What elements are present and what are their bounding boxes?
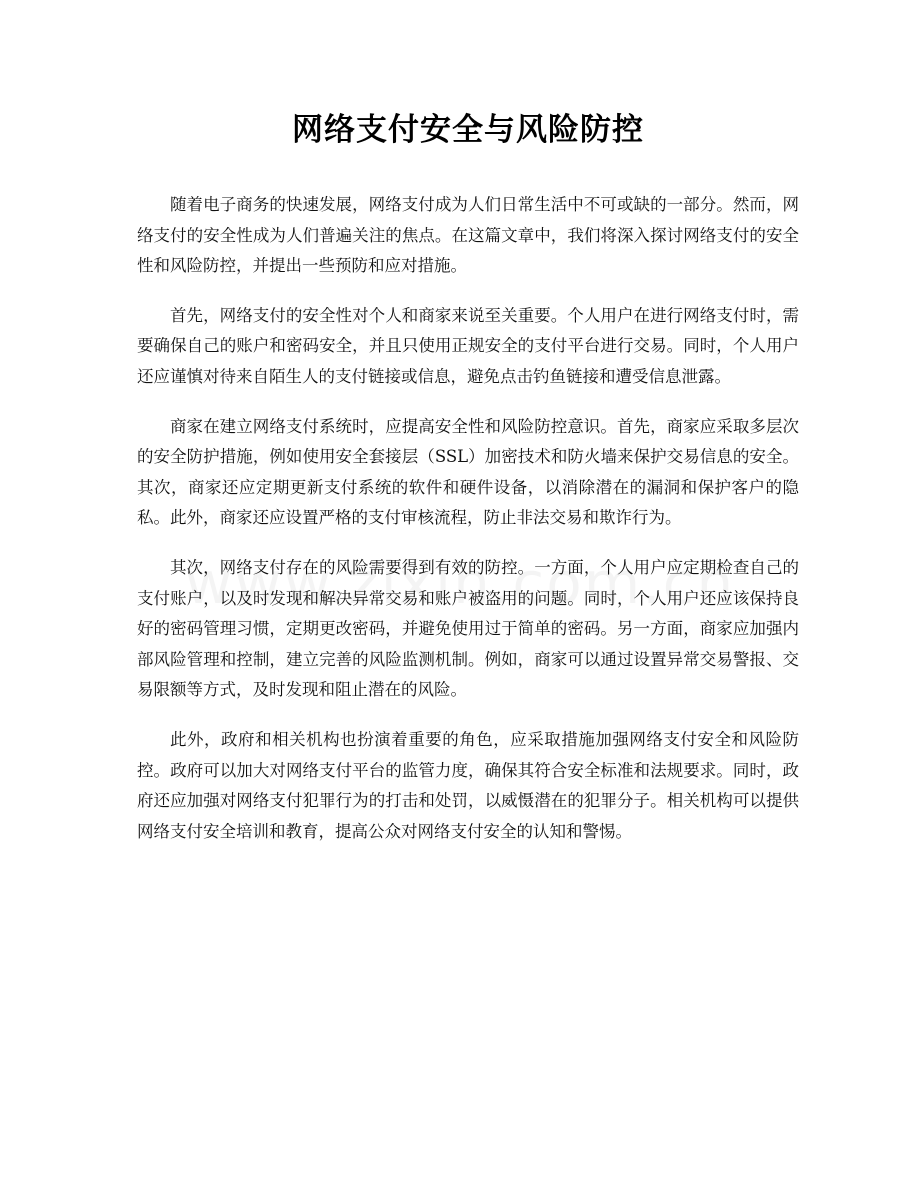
paragraph-1: 随着电子商务的快速发展，网络支付成为人们日常生活中不可或缺的一部分。然而，网络支付的安全性成为人们普遍关注的焦点。在这篇文章中，我们将深入探讨网络支付的安全性和风险防控，并提出一些预防和应对措施。 <box>137 195 799 276</box>
paragraph-2: 首先，网络支付的安全性对个人和商家来说至关重要。个人用户在进行网络支付时，需要确保自己的账户和密码安全，并且只使用正规安全的支付平台进行交易。同时，个人用户还应谨慎对待来自陌生人的支付链接或信息，避免点击钓鱼链接和遭受信息泄露。 <box>137 305 799 386</box>
document-title: 网络支付安全与风险防控 <box>292 112 644 148</box>
paragraph-4: 其次，网络支付存在的风险需要得到有效的防控。一方面，个人用户应定期检查自己的支付账户，以及时发现和解决异常交易和账户被盗用的问题。同时，个人用户还应该保持良好的密码管理习惯，定期更改密码，并避免使用过于简单的密码。另一方面，商家应加强内部风险管理和控制，建立完善的风险监测机制。例如，商家可以通过设置异常交易警报、交易限额等方式，及时发现和阻止潜在的风险。 <box>137 557 799 700</box>
paragraph-5: 此外，政府和相关机构也扮演着重要的角色，应采取措施加强网络支付安全和风险防控。政府可以加大对网络支付平台的监管力度，确保其符合安全标准和法规要求。同时，政府还应加强对网络支付犯罪行为的打击和处罚，以威慑潜在的犯罪分子。相关机构可以提供网络支付安全培训和教育，提高公众对网络支付安全的认知和警惕。 <box>137 729 799 841</box>
paragraph-3: 商家在建立网络支付系统时，应提高安全性和风险防控意识。首先，商家应采取多层次的安全防护措施，例如使用安全套接层（SSL）加密技术和防火墙来保护交易信息的安全。其次，商家还应定期更新支付系统的软件和硬件设备，以消除潜在的漏洞和保护客户的隐私。此外，商家还应设置严格的支付审核流程，防止非法交易和欺诈行为。 <box>137 416 799 528</box>
